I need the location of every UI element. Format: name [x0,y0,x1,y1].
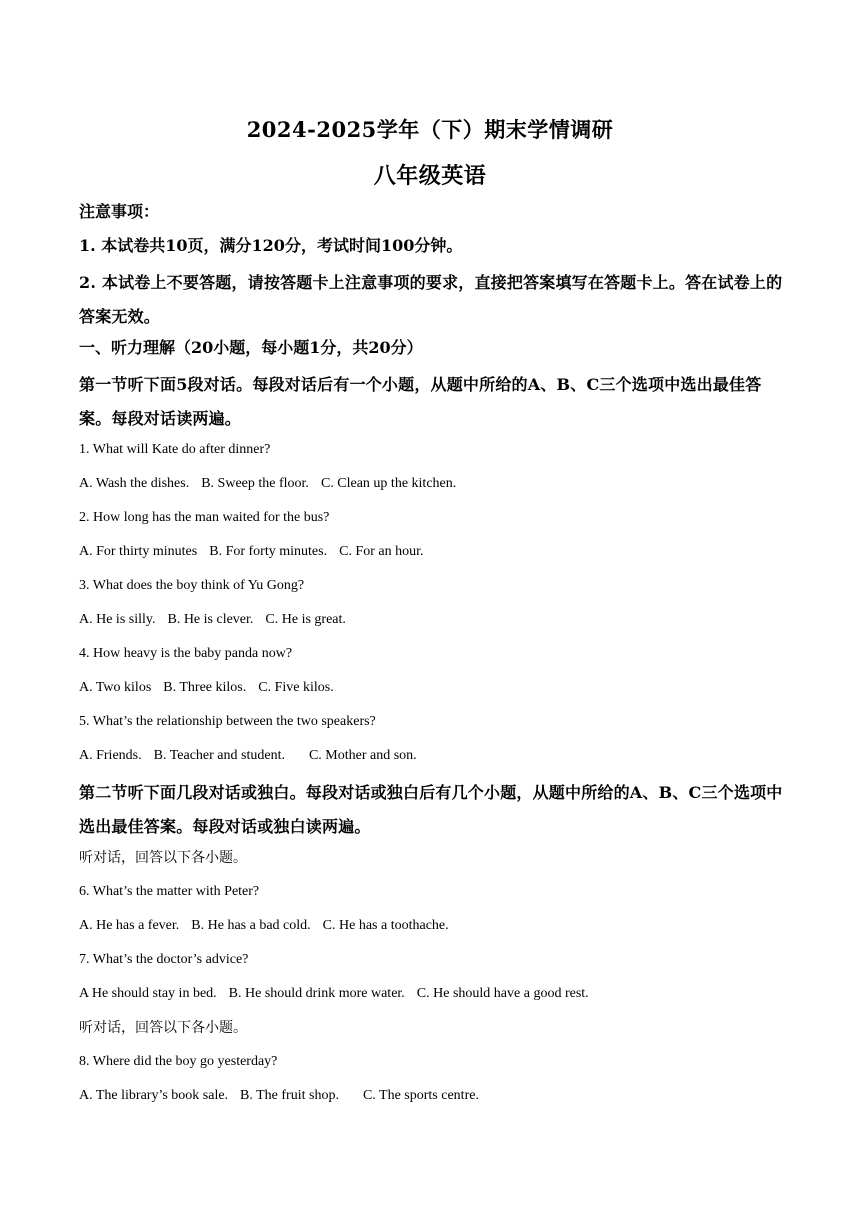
options-4 [79,674,787,708]
question-8: 8. Where did the boy go yesterday? [79,1054,278,1069]
part-2-instructions: 第二节听下面几段对话或独白。每段对话或独白后有几个小题，从题中所给的A、B、C三个选项中选出最佳答案。每段对话或独白读两遍。 [79,783,783,836]
notice-heading: 注意事项： [79,202,160,221]
notice-item-1: 1. 本试卷共10页，满分120分，考试时间100分钟。 [79,236,463,255]
exam-title: 2024-2025学年（下）期末学情调研 [246,117,614,142]
option-5c: C. Mother and son. [308,748,417,763]
question-1: 1. What will Kate do after dinner? [79,442,271,457]
question-2: 2. How long has the man waited for the bus? [79,510,330,525]
exam-content [79,198,787,1116]
options-7 [79,980,787,1014]
option-2b: B. For forty minutes. [209,544,328,559]
option-5a: A. Friends. [79,748,142,763]
options-3 [79,606,787,640]
options-2 [79,538,787,572]
section-1-title: 一、听力理解（20小题，每小题1分，共20分） [79,338,423,357]
option-6a: A. He has a fever. [79,918,180,933]
question-6: 6. What’s the matter with Peter? [79,884,260,899]
option-3b: B. He is clever. [167,612,254,627]
option-6c: C. He has a toothache. [322,918,449,933]
option-1a: A. Wash the dishes. [79,476,190,491]
exam-subtitle: 八年级英语 [373,163,487,189]
option-1c: C. Clean up the kitchen. [320,476,457,491]
option-6b: B. He has a bad cold. [191,918,311,933]
listen-note-2: 听对话，回答以下各小题。 [79,1020,247,1036]
option-1b: B. Sweep the floor. [201,476,309,491]
options-8 [79,1082,787,1116]
option-2c: C. For an hour. [339,544,424,559]
question-7: 7. What’s the doctor’s advice? [79,952,249,967]
question-5: 5. What’s the relationship between the two speakers? [79,714,376,729]
question-4: 4. How heavy is the baby panda now? [79,646,293,661]
option-4a: A. Two kilos [79,680,152,695]
option-8a: A. The library’s book sale. [79,1088,229,1103]
option-4c: C. Five kilos. [258,680,334,695]
option-3c: C. He is great. [265,612,346,627]
options-6 [79,912,787,946]
option-3a: A. He is silly. [79,612,156,627]
listen-note-1: 听对话，回答以下各小题。 [79,850,247,866]
option-8b: B. The fruit shop. [240,1088,339,1103]
part-1-instructions: 第一节听下面5段对话。每段对话后有一个小题，从题中所给的A、B、C三个选项中选出最佳答案。每段对话读两遍。 [79,375,762,428]
question-3: 3. What does the boy think of Yu Gong? [79,578,305,593]
option-7c: C. He should have a good rest. [416,986,589,1001]
option-2a: A. For thirty minutes [79,544,198,559]
option-7b: B. He should drink more water. [228,986,405,1001]
notice-item-2: 2. 本试卷上不要答题，请按答题卡上注意事项的要求，直接把答案填写在答题卡上。答在试卷上的答案无效。 [79,273,783,326]
option-5b: B. Teacher and student. [153,748,285,763]
option-8c: C. The sports centre. [362,1088,479,1103]
options-1 [79,470,787,504]
option-4b: B. Three kilos. [163,680,247,695]
option-7a: A He should stay in bed. [79,986,217,1001]
options-5 [79,742,787,776]
